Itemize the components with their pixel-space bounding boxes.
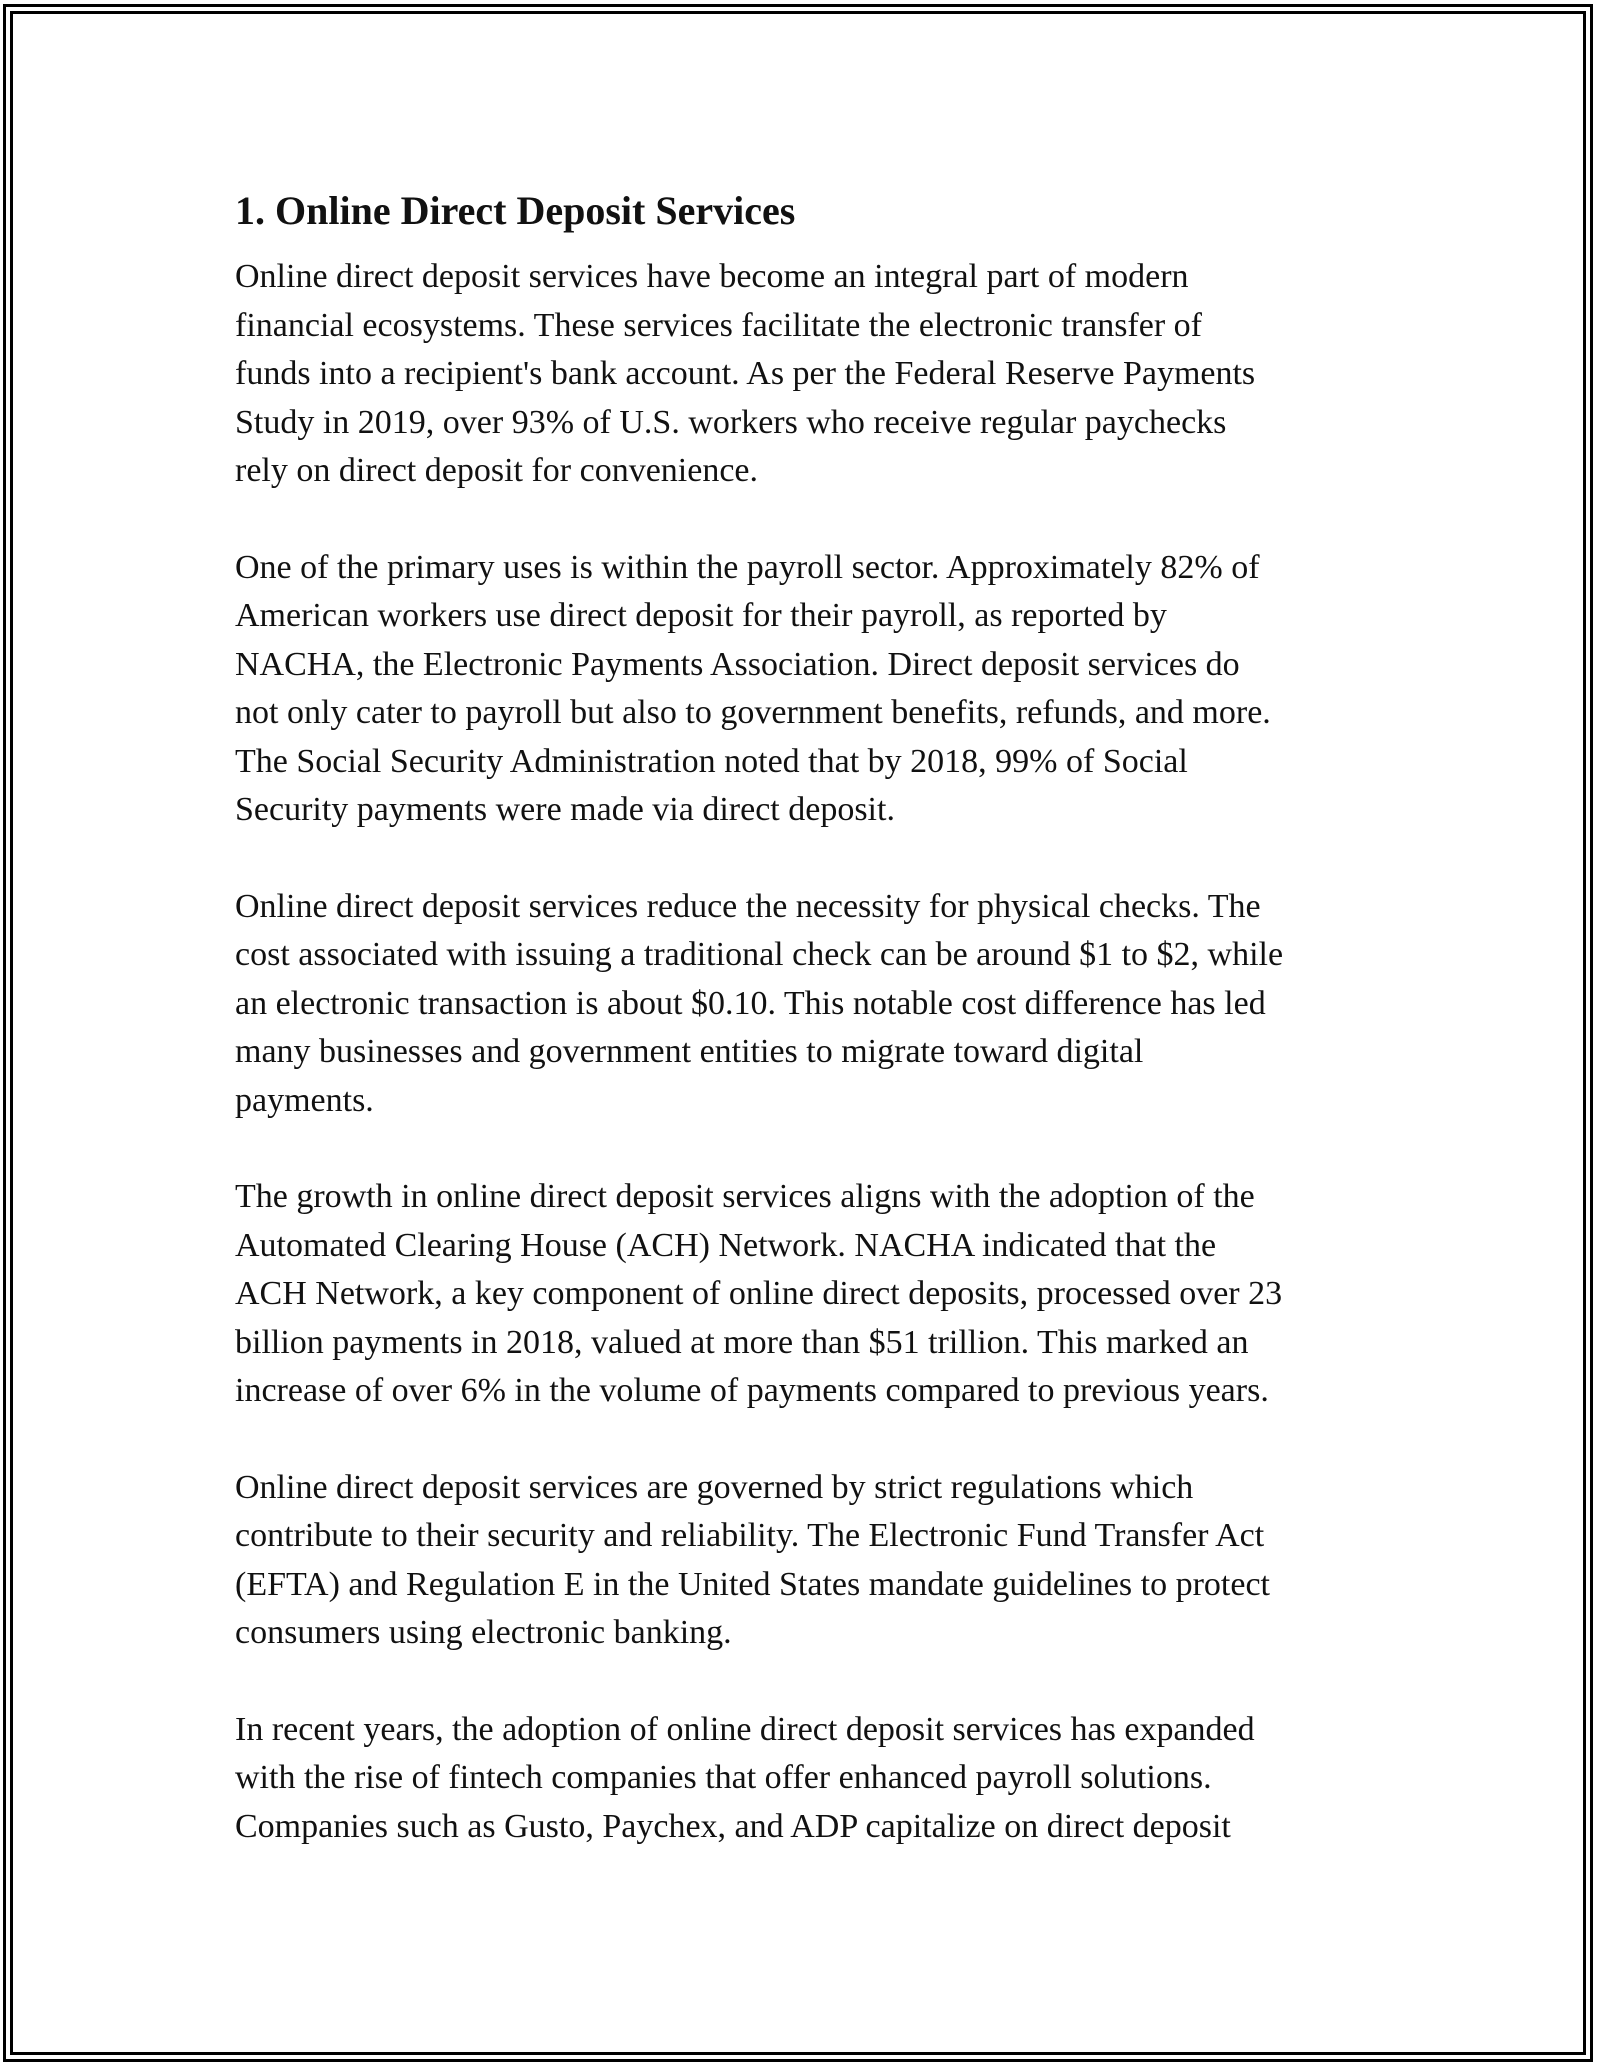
paragraph-5 bbox=[235, 1464, 1385, 1658]
paragraph-line: financial ecosystems. These services facilitate the electronic transfer of bbox=[235, 306, 1202, 344]
paragraph-1 bbox=[235, 253, 1385, 496]
paragraph-line: One of the primary uses is within the payroll sector. Approximately 82% of bbox=[235, 548, 1260, 586]
paragraph-line: Online direct deposit services have become an integral part of modern bbox=[235, 258, 1189, 295]
paragraph-line: payments. bbox=[235, 1081, 374, 1119]
paragraph-line: Online direct deposit services reduce the necessity for physical checks. The bbox=[235, 887, 1261, 925]
paragraph-line: Automated Clearing House (ACH) Network. NACHA indicated that the bbox=[235, 1226, 1217, 1264]
paragraph-line: ACH Network, a key component of online direct deposits, processed over 23 bbox=[235, 1275, 1283, 1312]
paragraph-line: American workers use direct deposit for their payroll, as reported by bbox=[235, 597, 1167, 634]
paragraph-line: Online direct deposit services are governed by strict regulations which bbox=[235, 1468, 1194, 1506]
paragraph-line: an electronic transaction is about $0.10. This notable cost difference has led bbox=[235, 984, 1266, 1022]
paragraph-line: cost associated with issuing a traditional check can be around $1 to $2, while bbox=[235, 936, 1284, 973]
paragraph-2 bbox=[235, 544, 1385, 835]
paragraph-line: billion payments in 2018, valued at more than $51 trillion. This marked an bbox=[235, 1323, 1249, 1361]
paragraph-line: The Social Security Administration noted that by 2018, 99% of Social bbox=[235, 742, 1188, 780]
paragraph-line: funds into a recipient's bank account. As per the Federal Reserve Payments bbox=[235, 355, 1256, 392]
paragraph-line: many businesses and government entities to migrate toward digital bbox=[235, 1033, 1144, 1070]
paragraph-line: not only cater to payroll but also to government benefits, refunds, and more. bbox=[235, 694, 1271, 731]
paragraph-line: increase of over 6% in the volume of payments compared to previous years. bbox=[235, 1372, 1269, 1409]
paragraph-line: Study in 2019, over 93% of U.S. workers who receive regular paychecks bbox=[235, 403, 1227, 441]
paragraph-line: rely on direct deposit for convenience. bbox=[235, 452, 759, 489]
paragraph-line: (EFTA) and Regulation E in the United States mandate guidelines to protect bbox=[235, 1565, 1270, 1603]
paragraph-6 bbox=[235, 1706, 1385, 1852]
paragraph-line: contribute to their security and reliability. The Electronic Fund Transfer Act bbox=[235, 1517, 1265, 1554]
paragraph-line: The growth in online direct deposit services aligns with the adoption of the bbox=[235, 1178, 1255, 1215]
paragraph-line: with the rise of fintech companies that offer enhanced payroll solutions. bbox=[235, 1759, 1212, 1796]
paragraph-line: Companies such as Gusto, Paychex, and ADP capitalize on direct deposit bbox=[235, 1807, 1231, 1845]
paragraph-list bbox=[235, 253, 1385, 1851]
paragraph-line: NACHA, the Electronic Payments Association. Direct deposit services do bbox=[235, 645, 1240, 683]
paragraph-line: Security payments were made via direct deposit. bbox=[235, 791, 895, 828]
section-heading: 1. Online Direct Deposit Services bbox=[235, 188, 796, 233]
paragraph-line: In recent years, the adoption of online direct deposit services has expanded bbox=[235, 1710, 1255, 1748]
paragraph-3 bbox=[235, 883, 1385, 1126]
paragraph-4 bbox=[235, 1173, 1385, 1416]
document-body bbox=[235, 185, 1385, 1899]
paragraph-line: consumers using electronic banking. bbox=[235, 1614, 732, 1651]
